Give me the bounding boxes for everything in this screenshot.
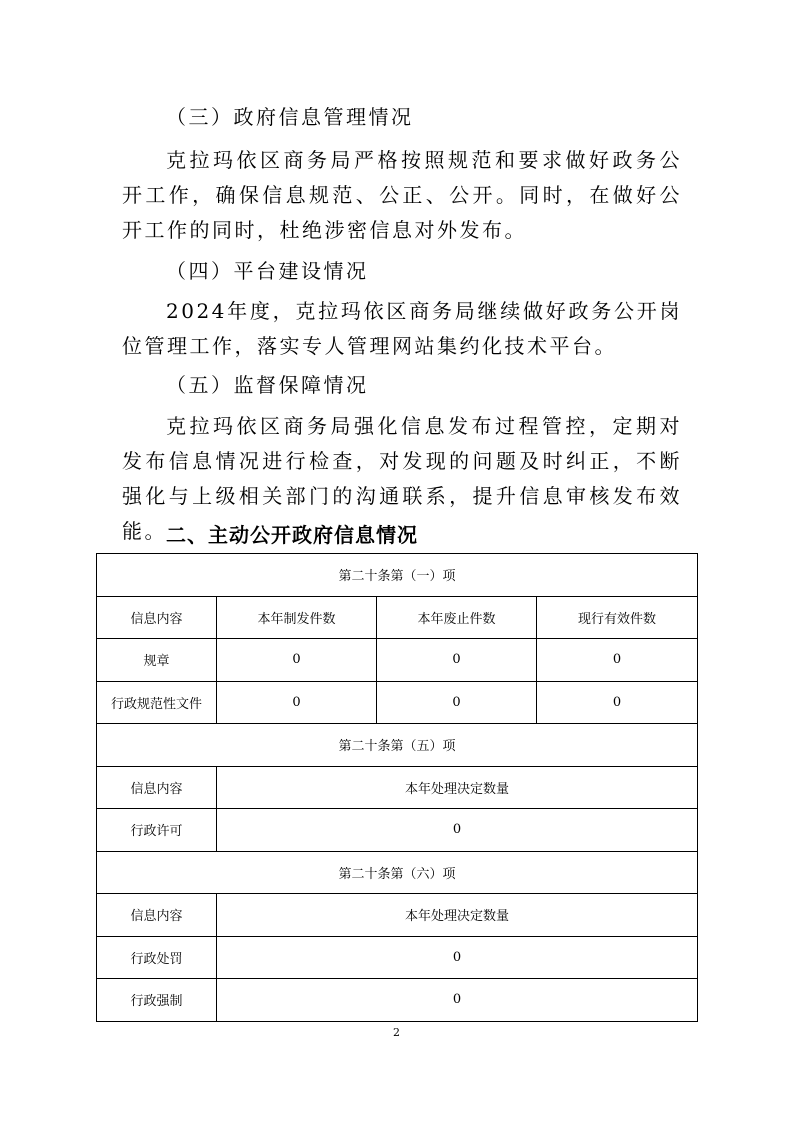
table-header-row [97, 894, 698, 937]
table-row [97, 724, 698, 767]
table-header-cell: 现行有效件数 [537, 596, 698, 639]
section-body-3: 克拉玛依区商务局严格按照规范和要求做好政务公开工作，确保信息规范、公正、公开。同时，在做好公开工作的同时，杜绝涉密信息对外发布。 [122, 148, 682, 242]
table-cell: 0 [377, 639, 537, 682]
table-row [97, 851, 698, 894]
table-header-cell: 本年废止件数 [377, 596, 537, 639]
table-cell: 行政许可 [97, 809, 217, 852]
table-cell: 行政强制 [97, 979, 217, 1022]
table-header-cell: 本年处理决定数量 [217, 766, 698, 809]
table-header-row [97, 766, 698, 809]
table-section-title: 第二十条第（一）项 [97, 554, 698, 597]
section-heading-3: （三）政府信息管理情况 [166, 105, 414, 129]
table-cell: 0 [217, 979, 698, 1022]
table-row [97, 639, 698, 682]
section-title: 二、主动公开政府信息情况 [166, 523, 418, 547]
table-cell: 0 [217, 936, 698, 979]
table-cell: 0 [377, 681, 537, 724]
table-header-cell: 信息内容 [97, 596, 217, 639]
table-cell: 行政规范性文件 [97, 681, 217, 724]
table-header-cell: 本年处理决定数量 [217, 894, 698, 937]
table-cell: 规章 [97, 639, 217, 682]
table-header-cell: 信息内容 [97, 766, 217, 809]
table-cell: 0 [217, 681, 377, 724]
table-cell: 0 [537, 681, 698, 724]
table-row [97, 936, 698, 979]
table-section-title: 第二十条第（五）项 [97, 724, 698, 767]
table-cell: 0 [537, 639, 698, 682]
table-section-title: 第二十条第（六）项 [97, 851, 698, 894]
table-row [97, 809, 698, 852]
table-cell: 行政处罚 [97, 936, 217, 979]
table-row [97, 681, 698, 724]
table-row [97, 554, 698, 597]
table-header-cell: 信息内容 [97, 894, 217, 937]
table-row [97, 979, 698, 1022]
section-heading-4: （四）平台建设情况 [166, 259, 369, 283]
table-header-cell: 本年制发件数 [217, 596, 377, 639]
table-header-row [97, 596, 698, 639]
section-body-5: 克拉玛依区商务局强化信息发布过程管控，定期对发布信息情况进行检查，对发现的问题及时纠正，不断强化与上级相关部门的沟通联系，提升信息审核发布效能。 [122, 414, 682, 543]
section-body-4: 2024年度，克拉玛依区商务局继续做好政务公开岗位管理工作，落实专人管理网站集约化技术平台。 [122, 299, 682, 358]
table-cell: 0 [217, 639, 377, 682]
disclosure-table [96, 553, 698, 1022]
section-heading-5: （五）监督保障情况 [166, 373, 369, 397]
table-cell: 0 [217, 809, 698, 852]
page-number: 2 [393, 1026, 400, 1039]
